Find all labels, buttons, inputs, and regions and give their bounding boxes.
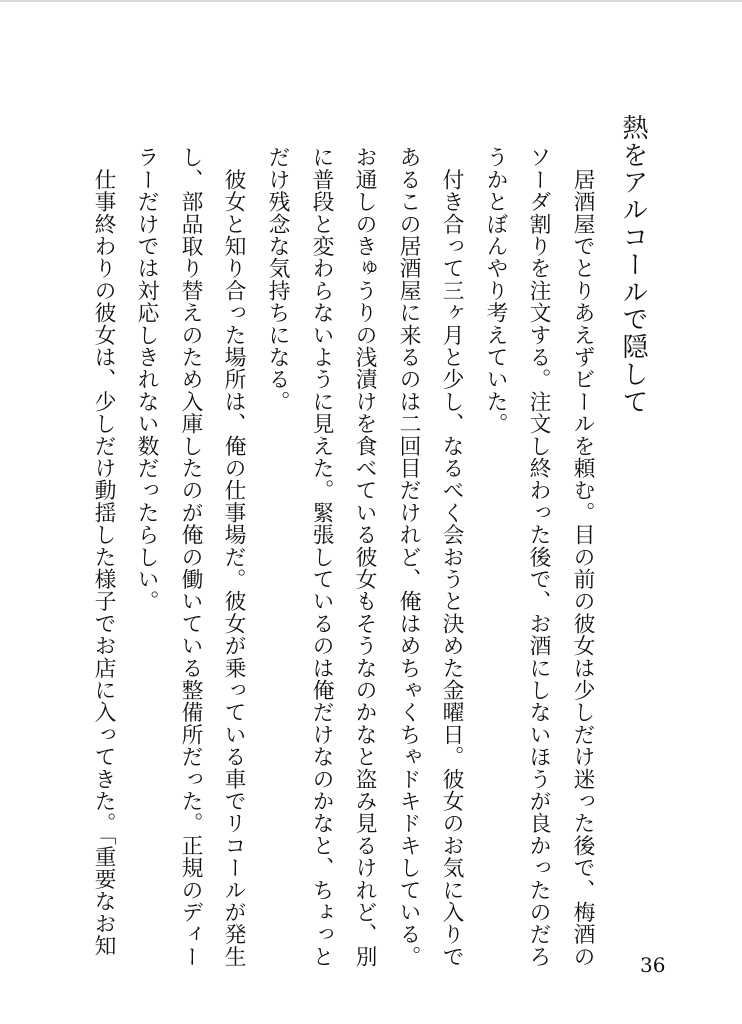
chapter-title: 熱をアルコールで隠して	[618, 114, 648, 416]
text-column-6: お通しのきゅうりの浅漬けを食べている彼女もそうなのかなと盗み見るけれど、別	[352, 146, 377, 968]
text-column-1: 居酒屋でとりあえずビールを頼む。目の前の彼女は少しだけ迷った後で、梅酒の	[570, 146, 595, 968]
text-column-5: あるこの居酒屋に来るのは二回目だけれど、俺はめちゃくちゃドキドキしている。	[396, 146, 421, 968]
text-column-4: 付き合って三ヶ月と少し、なるべく会おうと決めた金曜日。彼女のお気に入りで	[439, 146, 464, 968]
text-column-9: 彼女と知り合った場所は、俺の仕事場だ。彼女が乗っている車でリコールが発生	[221, 146, 246, 968]
text-column-12: 仕事終わりの彼女は、少しだけ動揺した様子でお店に入ってきた。「重要なお知	[91, 146, 116, 957]
text-column-3: うかとぼんやり考えていた。	[483, 146, 508, 435]
text-column-2: ソーダ割りを注文する。注文し終わった後で、お酒にしないほうが良かったのだろ	[526, 146, 551, 968]
text-column-7: に普段と変わらないように見えた。緊張しているのは俺だけなのかなと、ちょっと	[309, 146, 334, 968]
text-column-10: し、部品取り替えのため入庫したのが俺の働いている整備所だった。正規のディー	[178, 146, 203, 968]
text-column-11: ラーだけでは対応しきれない数だったらしい。	[134, 146, 159, 613]
page-number: 36	[640, 953, 666, 977]
text-column-8: だけ残念な気持ちになる。	[265, 146, 290, 413]
